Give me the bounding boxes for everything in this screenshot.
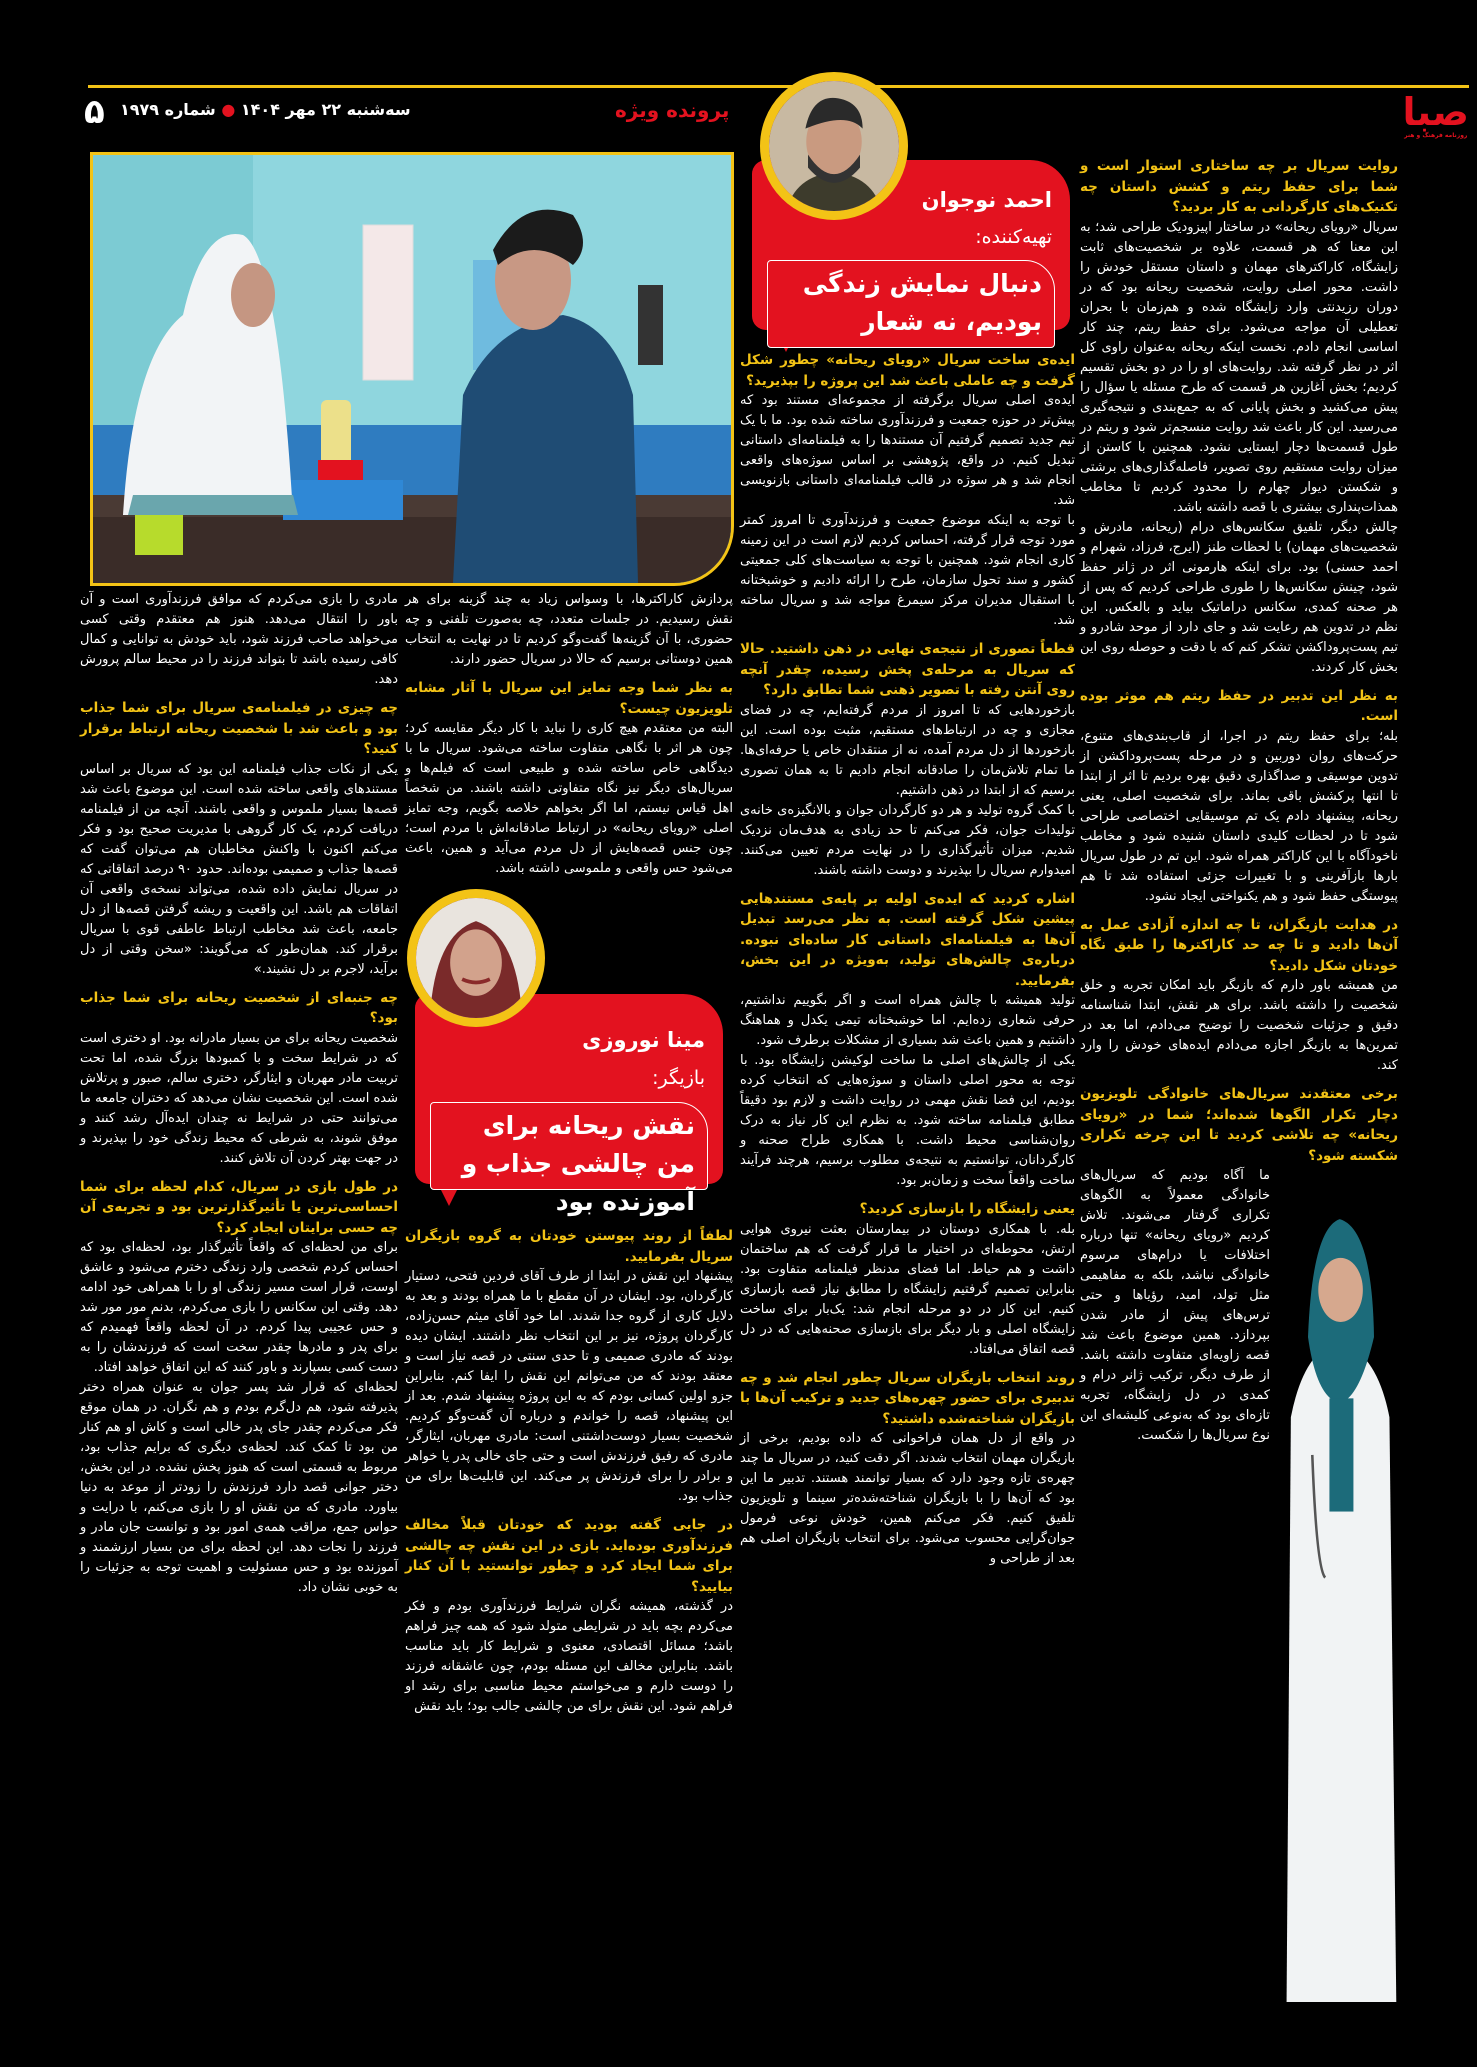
- question-heading: به نظر شما وجه تمایز این سریال با آثار مشابه تلویزیون چیست؟: [405, 680, 733, 717]
- answer-paragraph: در گذشته، همیشه نگران شرایط فرزندآوری بودم و فکر می‌کردم بچه باید در شرایطی متولد شود که همه چیز فراهم باشد؛ مسائل اقتصادی، معنوی و شرایط کار باید مناسب باشد. بنابراین مخالف این مسئله بودم، چون عاشقانه فرزند را دوست دارم و می‌خواستم محیط مناسبی برای رشد او فراهم شود. این نقش برای من چالشی جالب بود؛ باید نقش: [405, 1599, 733, 1714]
- question-heading: چه چیزی در فیلمنامه‌ی سریال برای شما جذاب بود و باعث شد با شخصیت ریحانه ارتباط برقرار کنید؟: [80, 700, 398, 757]
- question-heading: برخی معتقدند سریال‌های خانوادگی تلویزیون دچار تکرار الگوها شده‌اند؛ شما در «رویای ریحانه» چه تلاشی کردید تا این چرخه تکراری شکسته شود؟: [1080, 1086, 1398, 1164]
- series-still-photo: [90, 152, 734, 586]
- actor-name: مینا نوروزی: [582, 1028, 705, 1052]
- question-heading: یعنی زایشگاه را بازسازی کردید؟: [859, 1201, 1075, 1217]
- answer-paragraph: بله؛ برای حفظ ریتم در اجرا، از قاب‌بندی‌های متنوع، حرکت‌های روان دوربین و در مرحله پست‌پروداکشن از تدوین موسیقی و صداگذاری دقیق بهره بردیم تا اثر از ابتدا تا انتها پرکشش باقی بماند. برای شخصیت اصلی، یعنی ریحانه، پیشنهاد دادم یک تم موسیقایی اختصاصی طراحی شود تا در لحظات کلیدی داستان شنیده شود و مخاطب ناخودآگاه با این کاراکتر همراه شود. این تم در طول سریال بارها بازآفرینی و با تغییرات جزئی استفاده شد تا هم پیوستگی حفظ شود و هم یکنواختی ایجاد نشود.: [1080, 728, 1398, 904]
- column-director-interview: [1080, 156, 1398, 2002]
- answer-paragraph: پردازش کاراکترها، با وسواس زیاد به چند گزینه برای هر نقش رسیدیم. در جلسات متعدد، چه به‌صورت تلفنی و چه حضوری، با آن گزینه‌ها گفت‌وگو کردیم تا در نهایت به انتخاب همین دوستانی برسیم که حالا در سریال حضور دارند.: [405, 592, 733, 667]
- producer-avatar: [760, 72, 908, 220]
- answer-paragraph: با کمک گروه تولید و هر دو کارگردان جوان و بالانگیزه‌ی خانه‌ی تولیدات جوان، فکر می‌کنم تا حد زیادی به هدف‌مان نزدیک شدیم. میزان تأثیرگذاری را در نهایت مردم تعیین می‌کنند. امیدوارم سریال را بپذیرند و دوست داشته باشند.: [740, 802, 1075, 878]
- answer-paragraph: ما آگاه بودیم که سریال‌های خانوادگی معمولاً به الگوهای تکراری گرفتار می‌شوند. تلاش کردیم «رویای ریحانه» تنها درباره اختلافات یا درام‌های مرسوم خانوادگی نباشد، بلکه به مفاهیمی مثل تولد، امید، رؤیاها و حتی ترس‌های پیش از مادر شدن بپردازد. همین موضوع باعث شد قصه زاویه‌ای متفاوت داشته باشد. از طرف دیگر، ترکیب ژانر درام و کمدی در دل زایشگاه، تجربه تازه‌ای بود که به‌نوعی کلیشه‌ای این نوع سریال‌ها را شکست.: [1080, 1168, 1270, 1443]
- answer-paragraph: بله. با همکاری دوستان در بیمارستان بعثت نیروی هوایی ارتش، محوطه‌ای در اختیار ما قرار گرفت که هم ساختمان داشت و هم حیاط. اما فضای مدنظر فیلمنامه متفاوت بود. بنابراین تصمیم گرفتیم زایشگاه را مطابق نیاز قصه بازسازی کنیم. این کار در دو مرحله انجام شد: یک‌بار برای ساخت زایشگاه اصلی و بار دیگر برای بازسازی صحنه‌هایی که در دل قصه اتفاق می‌افتاد.: [740, 1221, 1075, 1357]
- answer-paragraph: من همیشه باور دارم که بازیگر باید امکان تجربه و خلق شخصیت را داشته باشد. برای هر نقش، ابتدا شناسنامه دقیق و جزئیات شخصیت را توضیح می‌دادم، اما بعد در تمرین‌ها به بازیگر اجازه می‌دادم ایده‌های خودش را وارد کند.: [1080, 978, 1398, 1073]
- column-producer-interview: [740, 350, 1075, 1569]
- actor-role: بازیگر:: [652, 1067, 705, 1089]
- logo-tagline: روزنامه فرهنگ و هنر: [1404, 132, 1468, 139]
- answer-paragraph: چالش دیگر، تلفیق سکانس‌های درام (ریحانه، مادرش و شخصیت‌های مهمان) با لحظات طنز (ایرج، فرزاد، شهرام و احمد حسنی) بود. برای اینکه هارمونی اثر در ژانر حفظ شود، چینش سکانس‌ها را طوری طراحی کردیم که پس از هر صحنه کمدی، سکانس دراماتیک بیاید و بالعکس. این نظم در تدوین هم رعایت شد و جای دارد از موحد شادرو و تیم پست‌پروداکشن تشکر کنم که با دقت و حوصله روی این بخش کار کردند.: [1080, 519, 1398, 675]
- actor-intro-block: [405, 889, 733, 1214]
- column-actor-interview: [80, 590, 398, 1598]
- answer-paragraph: البته من معتقدم هیچ کاری را نباید با کار دیگر مقایسه کرد؛ چون هر اثر با نگاهی متفاوت ساخته می‌شود. سریال ما با دیدگاهی خاص ساخته شده و طبیعی است که فیلم‌ها و سریال‌های دیگر نیز نگاه متفاوتی داشته باشند. من شخصاً اهل قیاس نیستم، اما اگر بخواهم خلاصه بگویم، وجه تمایز اصلی «رویای ریحانه» در ارتباط صادقانه‌اش با مردم است؛ چون جنس قصه‌هایش از دل مردم می‌آید و همین، باعث می‌شود حس واقعی و ملموسی داشته باشد.: [405, 721, 733, 876]
- actor-avatar: [407, 889, 545, 1027]
- question-heading: روند انتخاب بازیگران سریال چطور انجام شد و چه تدبیری برای حضور چهره‌های جدید و ترکیب آن‌ها با بازیگران شناخته‌شده داشتید؟: [740, 1369, 1075, 1427]
- producer-role: تهیه‌کننده:: [975, 226, 1052, 248]
- header-rule: [88, 85, 1469, 88]
- answer-paragraph: با توجه به اینکه موضوع جمعیت و فرزندآوری تا امروز کمتر مورد توجه قرار گرفته، احساس کردیم لازم است در این زمینه کاری انجام شود. همچنین با توجه به سیاست‌های کلی جمعیتی کشور و سند تحول سازمان، طرح را ارائه دادیم و خوشبختانه با استقبال مدیران مرکز سیمرغ مواجه شد و سریال ساخته شد.: [740, 513, 1075, 628]
- answer-paragraph: شخصیت ریحانه برای من بسیار مادرانه بود. او دختری است که در شرایط سخت و با کمبودها بزرگ شده، اما تحت تربیت مادر مهربان و ایثارگر، دختری سالم، صبور و پرتلاش شده است. این شخصیت نشان می‌دهد که دختران جامعه ما می‌توانند حتی در شرایط نه چندان ایده‌آل رشد کنند و موفق شوند، به شرطی که محیط زندگی خود را بپذیرند و در جهت بهتر کردن آن تلاش کنند.: [80, 1030, 398, 1166]
- answer-paragraph: پیشنهاد این نقش در ابتدا از طرف آقای فردین فتحی، دستیار کارگردان، بود. ایشان در آن مقطع با ما همراه بودند و بعد به دلایل کاری از گروه جدا شدند. اما خود آقای میثم حسن‌زاده، کارگردان پروژه، نیز بر این انتخاب نظر داشتند. ایشان دیده بودند که مادری صمیمی و تا حدی سنتی در قصه نیاز است و معتقد بودند که من می‌توانم این نقش را ایفا کنم. بنابراین جزو اولین کسانی بودم که به این پروژه پیشنهاد شدم. بعد از این پیشنهاد، قصه را خواندم و درباره آن گفت‌وگو کردیم. شخصیت بسیار دوست‌داشتنی است: مادری مهربان، ایثارگر، مادری که رفیق فرزندش است و حتی جای خالی پدر یا خواهر و برادر را برای فرزندش پر می‌کند. این قابلیت‌ها برای من جذاب بود.: [405, 1269, 733, 1504]
- answer-paragraph: مادری را بازی می‌کردم که موافق فرزندآوری است و آن باور را انتقال می‌دهد. هنوز هم معتقدم وقتی کسی می‌خواهد صاحب فرزند شود، باید خودش به توانایی و کمال کافی رسیده باشد تا بتواند فرزند را در محیط سالم پرورش دهد.: [80, 592, 398, 687]
- question-heading: به نظر این تدبیر در حفظ ریتم هم موثر بوده است.: [1080, 687, 1398, 724]
- answer-paragraph: در واقع از دل همان فراخوانی که داده بودیم، برخی از بازیگران مهمان انتخاب شدند. اگر دقت کنید، در سریال ما چند چهره‌ی تازه وجود دارد که بسیار توانمند هستند. تدبیر ما این بود که آن‌ها را با بازیگران شناخته‌شده‌تر سینما و تلویزیون تلفیق کنیم. فکر می‌کنم همین، خودش نوعی فرمول جوان‌گرایی محسوب می‌شود. برای انتخاب بازیگران اصلی هم بعد از طراحی و: [740, 1431, 1075, 1566]
- question-heading: لطفاً از روند پیوستن خودتان به گروه بازیگران سریال بفرمایید.: [405, 1228, 733, 1265]
- producer-name: احمد نوجوان: [921, 188, 1052, 212]
- logo-text: صبا: [1402, 90, 1469, 134]
- question-heading: اشاره کردید که ایده‌ی اولیه بر پایه‌ی مستندهایی پیشین شکل گرفته است. به نظر می‌رسد تبدیل آن‌ها به فیلمنامه‌ای داستانی کار ساده‌ای نبوده. درباره‌ی چالش‌های تولید، به‌ویژه در این بخش، بفرمایید.: [740, 890, 1075, 989]
- answer-paragraph: سریال «رویای ریحانه» در ساختار اپیزودیک طراحی شد؛ به این معنا که هر قسمت، علاوه بر شخصیت‌های ثابت زایشگاه، کاراکترهای مهمان و داستان مستقل خودش را داشت. محور اصلی روایت، شخصیت ریحانه بود که در دوران رزیدنتی وارد زایشگاه شده و هم‌زمان با بحران تعطیلی آن مواجه می‌شود. برای حفظ ریتم، چند کار اساسی انجام دادم. نخست اینکه ریحانه به‌عنوان راوی کل اثر در نظر گرفته شد. روایت‌های او را در دو بخش تقسیم کردیم؛ بخش آغازین هر قسمت که طرح مسئله یا سؤال را پیش می‌کشید و بخش پایانی که به جمع‌بندی و نتیجه‌گیری می‌رسید. این کار باعث شد روایت منسجم‌تر شود و ریتم در طول قسمت‌ها دچار ایستایی نشود. همچنین با کاستن از میزان روایت مستقیم روی تصویر، فاصله‌گذاری‌های برشتی و شکستن دیوار چهارم را محدود کردیم تا مخاطب همذات‌پنداری بیشتری با قصه داشته باشد.: [1080, 219, 1398, 515]
- question-heading: چه جنبه‌ای از شخصیت ریحانه برای شما جذاب بود؟: [80, 989, 398, 1026]
- answer-paragraph: لحظه‌ای که قرار شد پسر جوان به عنوان همراه دختر پذیرفته شود، هم دل‌گرم بودم و هم نگران. در همان موقع فکر می‌کردم چقدر جای پدر خالی است و کاش او هم کنار من بود تا کمک کند. لحظه‌ی دیگری که برایم جذاب بود، مربوط به قسمتی است که هنوز پخش نشده. در این بخش، دختر جوانی قصد دارد فرزندش را زودتر از موعد به دنیا بیاورد. مادری که من نقش او را بازی می‌کنم، با درایت و حواس جمع، مراقب همه‌ی امور بود و توانست جان مادر و فرزند را نجات دهد. این لحظه برای من بسیار ارزشمند و آموزنده بود و حس مسئولیت و اهمیت توجه به جزئیات را به خوبی نشان داد.: [80, 1380, 398, 1595]
- answer-paragraph: یکی از نکات جذاب فیلمنامه این بود که سریال بر اساس مستندهای واقعی ساخته شده است. این موضوع باعث شد قصه‌ها بسیار ملموس و واقعی باشند. آنچه من از فیلمنامه دریافت کردم، یک کار گروهی با مدیریت صحیح بود و فکر می‌کنم اکنون با واکنش مخاطبان هم می‌توان گفت که قصه‌ها جذاب و صمیمی بوده‌اند. حدود ۹۰ درصد اتفاقاتی که در سریال نمایش داده شده، می‌تواند نسخه‌ی واقعی آن اتفاقات هم باشد. این واقعیت و ریشه گرفتن قصه‌ها از دل جامعه، باعث شد مخاطب ارتباط عاطفی قوی با سریال برقرار کند. همان‌طور که می‌گویند: «سخن وقتی از دل برآید، لاجرم بر دل نشیند.»: [80, 761, 398, 977]
- page-number: ۵: [84, 92, 105, 132]
- issue-date: سه‌شنبه ۲۲ مهر ۱۴۰۴: [240, 100, 411, 119]
- answer-paragraph: تولید همیشه با چالش همراه است و اگر بگوییم نداشتیم، حرفی شعاری زده‌ایم. اما خوشبختانه تیمی یکدل و هماهنگ داشتیم و همین باعث شد بسیاری از مشکلات برطرف شود.: [740, 993, 1075, 1048]
- doctor-character-photo: [1278, 1172, 1398, 2002]
- section-kicker: پرونده ویژه: [615, 98, 730, 122]
- question-heading: قطعاً تصوری از نتیجه‌ی نهایی در ذهن داشتید. حالا که سریال به مرحله‌ی پخش رسیده، چقدر آنچه روی آنتن رفته با تصویر ذهنی شما تطابق دارد؟: [740, 641, 1075, 698]
- producer-quote: دنبال نمایش زندگی بودیم، نه شعار: [767, 260, 1055, 348]
- separator-dot-icon: ●: [221, 100, 236, 119]
- question-heading: در هدایت بازیگران، تا چه اندازه آزادی عمل به آن‌ها دادید و تا چه حد کاراکترها را طبق نگاه خودتان شکل دادید؟: [1080, 916, 1398, 974]
- answer-paragraph: بازخوردهایی که تا امروز از مردم گرفته‌ایم، چه در فضای مجازی و چه در ارتباط‌های مستقیم، مثبت بوده است. این بازخوردها از دل مردم آمده، نه از منتقدان خاص یا حرفه‌ای‌ها. ما تمام تلاش‌مان را صادقانه انجام دادیم تا به همان تصوری برسیم که از ابتدا در ذهن داشتیم.: [740, 702, 1075, 798]
- answer-paragraph: برای من لحظه‌ای که واقعاً تأثیرگذار بود، لحظه‌ای بود که احساس کردم شخصی وارد زندگی دخترم می‌شود و عاشق اوست، قرار است مسیر زندگی او را با همراهی خود ادامه دهد. وقتی این سکانس را بازی می‌کردم، بدنم مور مور شد و حس عجیبی پیدا کردم. در آن لحظه واقعاً فهمیدم که برای پدر و مادرها چقدر سخت است که فرزندشان را به دست کسی بسپارند و باور کنند که این اتفاق خواهد افتاد.: [80, 1240, 398, 1375]
- question-heading: در طول بازی در سریال، کدام لحظه برای شما احساسی‌ترین یا تأثیرگذارترین بود و تجربه‌ی آن چه حسی برایتان ایجاد کرد؟: [80, 1178, 398, 1236]
- question-heading: روایت سریال بر چه ساختاری استوار است و شما برای حفظ ریتم و کشش داستان چه تکنیک‌های کارگردانی به کار بردید؟: [1080, 158, 1398, 215]
- question-heading: ایده‌ی ساخت سریال «رویای ریحانه» چطور شکل گرفت و چه عاملی باعث شد این پروژه را بپذیرید؟: [740, 352, 1075, 389]
- newspaper-logo[interactable]: [1403, 92, 1470, 140]
- column-producer-actor-interview: [405, 590, 733, 1717]
- dateline: [120, 100, 411, 119]
- question-heading: در جایی گفته بودید که خودتان قبلاً مخالف فرزندآوری بوده‌اید. بازی در این نقش چه چالشی برای شما ایجاد کرد و چطور توانستید با آن کنار بیایید؟: [405, 1517, 733, 1595]
- actor-quote: نقش ریحانه برای من چالشی جذاب و آموزنده بود: [430, 1102, 708, 1190]
- issue-number: شماره ۱۹۷۹: [120, 100, 216, 119]
- answer-paragraph: ایده‌ی اصلی سریال برگرفته از مجموعه‌ای مستند بود که پیش‌تر در حوزه جمعیت و فرزندآوری ساخته شده بود. ما با یک تیم جدید تصمیم گرفتیم آن مستندها را به فیلمنامه‌ای داستانی تبدیل کنیم. در واقع، پژوهشی بر اساس سوژه‌های واقعی انجام شد و هر سوژه در قالب فیلمنامه‌ای داستانی بازنویسی شد.: [740, 393, 1075, 508]
- answer-paragraph: یکی از چالش‌های اصلی ما ساخت لوکیشن زایشگاه بود. با توجه به محور اصلی داستان و سوژه‌هایی که انتخاب کرده بودیم، این فضا نقش مهمی در روایت داشت و لازم بود دقیقاً مطابق فیلمنامه ساخته شود. به نظرم این کار نیاز به درک روان‌شناسی محیط داشت. با همکاری طراح صحنه و کارگردانان، توانستیم به نتیجه‌ی مطلوب برسیم، هرچند فرآیند ساخت واقعاً سخت و زمان‌بر بود.: [740, 1053, 1075, 1188]
